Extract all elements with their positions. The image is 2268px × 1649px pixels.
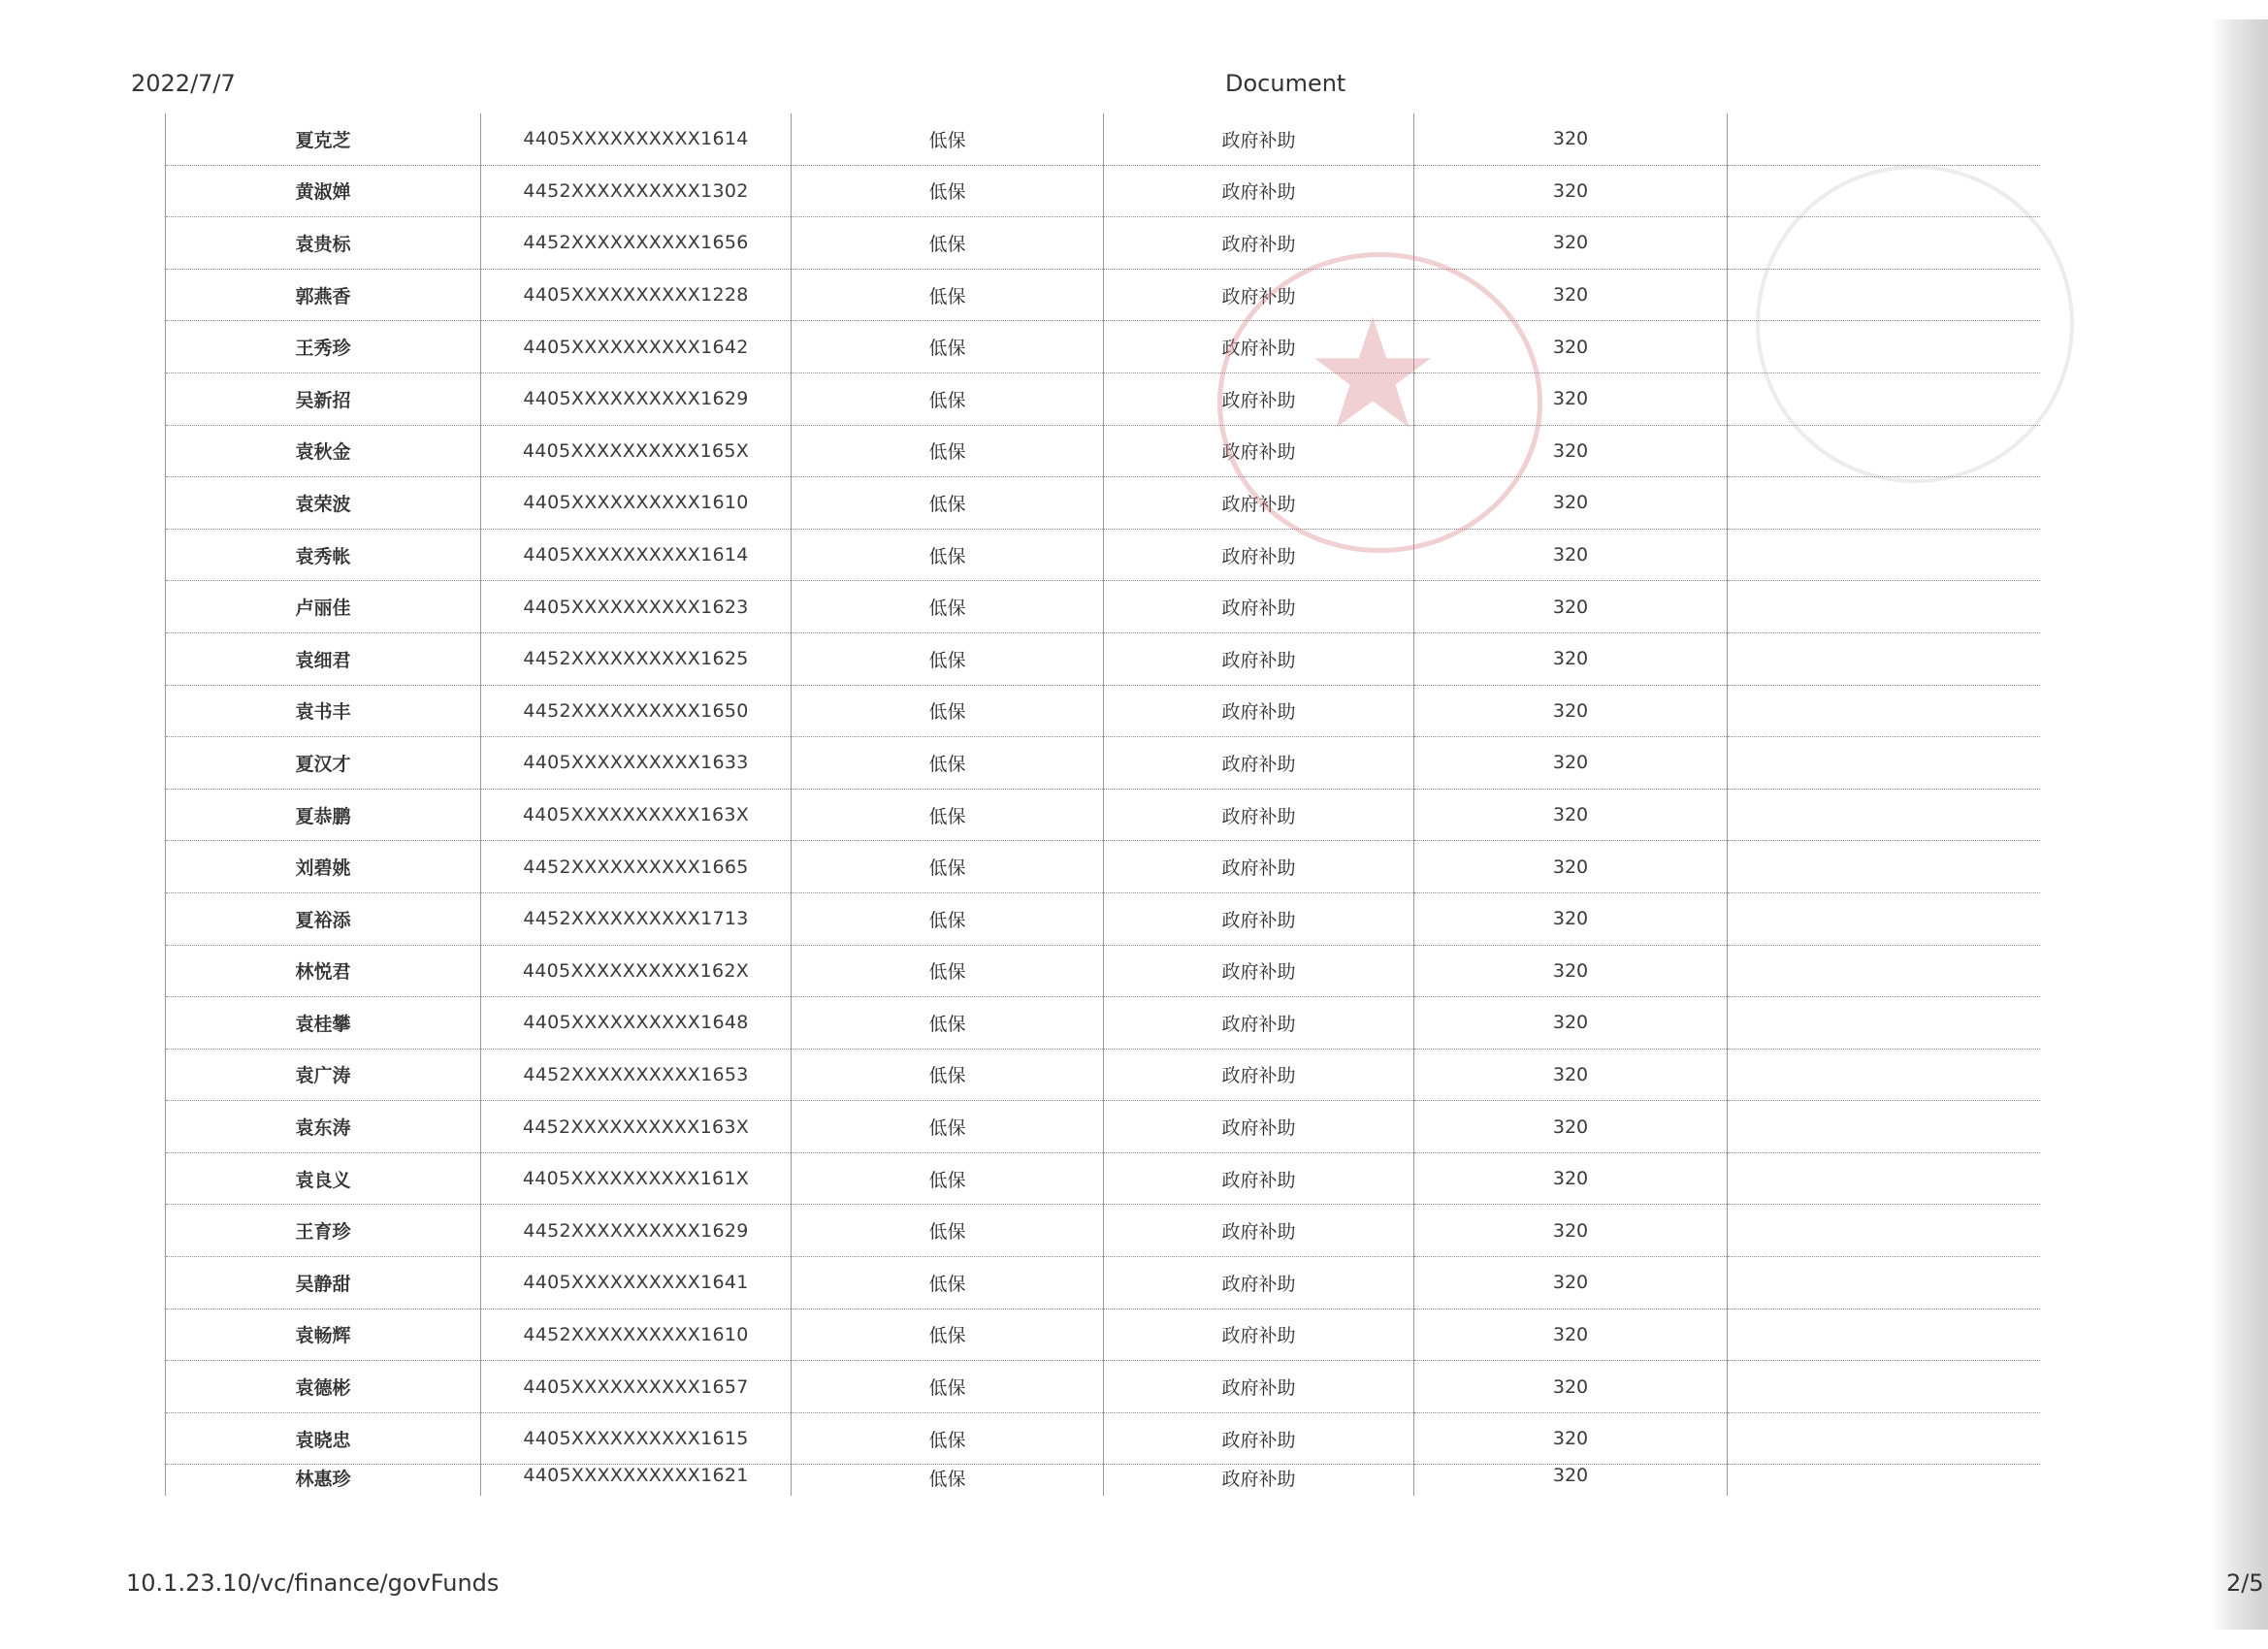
subsidy-category-cell: 政府补助 <box>1104 1361 1414 1413</box>
table-row <box>166 269 2040 321</box>
id-number-cell: 4405XXXXXXXXXX1614 <box>481 529 792 581</box>
table-row <box>166 1205 2040 1257</box>
subsidy-category-cell: 政府补助 <box>1104 1049 1414 1101</box>
assistance-type-cell: 低保 <box>792 372 1104 425</box>
table-row <box>166 789 2040 841</box>
id-number-cell: 4405XXXXXXXXXX1610 <box>481 477 792 530</box>
remarks-cell <box>1728 529 2040 581</box>
id-number-cell: 4405XXXXXXXXXX1621 <box>481 1465 792 1497</box>
remarks-cell <box>1728 841 2040 893</box>
id-number-cell: 4452XXXXXXXXXX1665 <box>481 841 792 893</box>
name-cell: 袁良义 <box>166 1152 481 1205</box>
assistance-type-cell: 低保 <box>792 113 1104 165</box>
table-row <box>166 1257 2040 1310</box>
subsidy-category-cell: 政府补助 <box>1104 165 1414 217</box>
id-number-cell: 4405XXXXXXXXXX1642 <box>481 321 792 373</box>
name-cell: 夏汉才 <box>166 737 481 790</box>
assistance-type-cell: 低保 <box>792 1361 1104 1413</box>
id-number-cell: 4452XXXXXXXXXX1653 <box>481 1049 792 1101</box>
subsidy-category-cell: 政府补助 <box>1104 1101 1414 1153</box>
assistance-type-cell: 低保 <box>792 1309 1104 1361</box>
amount-cell: 320 <box>1414 685 1728 737</box>
id-number-cell: 4452XXXXXXXXXX1713 <box>481 892 792 945</box>
remarks-cell <box>1728 372 2040 425</box>
amount-cell: 320 <box>1414 841 1728 893</box>
table-row <box>166 165 2040 217</box>
name-cell: 袁广涛 <box>166 1049 481 1101</box>
assistance-type-cell: 低保 <box>792 632 1104 685</box>
name-cell: 袁畅辉 <box>166 1309 481 1361</box>
id-number-cell: 4452XXXXXXXXXX1656 <box>481 217 792 270</box>
name-cell: 袁晓忠 <box>166 1412 481 1465</box>
table-row <box>166 217 2040 270</box>
name-cell: 林惠珍 <box>166 1465 481 1497</box>
id-number-cell: 4405XXXXXXXXXX1615 <box>481 1412 792 1465</box>
assistance-type-cell: 低保 <box>792 945 1104 997</box>
subsidy-category-cell: 政府补助 <box>1104 737 1414 790</box>
assistance-type-cell: 低保 <box>792 529 1104 581</box>
remarks-cell <box>1728 1049 2040 1101</box>
remarks-cell <box>1728 113 2040 165</box>
id-number-cell: 4405XXXXXXXXXX1228 <box>481 269 792 321</box>
assistance-type-cell: 低保 <box>792 581 1104 633</box>
table-row <box>166 477 2040 530</box>
assistance-type-cell: 低保 <box>792 737 1104 790</box>
subsidy-category-cell: 政府补助 <box>1104 269 1414 321</box>
remarks-cell <box>1728 477 2040 530</box>
name-cell: 林悦君 <box>166 945 481 997</box>
table-row <box>166 1309 2040 1361</box>
id-number-cell: 4405XXXXXXXXXX161X <box>481 1152 792 1205</box>
amount-cell: 320 <box>1414 789 1728 841</box>
assistance-type-cell: 低保 <box>792 1412 1104 1465</box>
name-cell: 袁荣波 <box>166 477 481 530</box>
subsidy-table-container <box>165 113 2039 1491</box>
table-row <box>166 1412 2040 1465</box>
table-row <box>166 1152 2040 1205</box>
name-cell: 袁秋金 <box>166 425 481 477</box>
subsidy-category-cell: 政府补助 <box>1104 1257 1414 1310</box>
assistance-type-cell: 低保 <box>792 477 1104 530</box>
document-title: Document <box>1225 70 1346 97</box>
table-row <box>166 997 2040 1050</box>
subsidy-category-cell: 政府补助 <box>1104 1309 1414 1361</box>
name-cell: 袁德彬 <box>166 1361 481 1413</box>
remarks-cell <box>1728 1101 2040 1153</box>
amount-cell: 320 <box>1414 321 1728 373</box>
name-cell: 夏恭鹏 <box>166 789 481 841</box>
assistance-type-cell: 低保 <box>792 1257 1104 1310</box>
id-number-cell: 4452XXXXXXXXXX1650 <box>481 685 792 737</box>
amount-cell: 320 <box>1414 1257 1728 1310</box>
remarks-cell <box>1728 1309 2040 1361</box>
remarks-cell <box>1728 1152 2040 1205</box>
table-row <box>166 841 2040 893</box>
table-row <box>166 632 2040 685</box>
remarks-cell <box>1728 945 2040 997</box>
subsidy-category-cell: 政府补助 <box>1104 841 1414 893</box>
remarks-cell <box>1728 892 2040 945</box>
assistance-type-cell: 低保 <box>792 997 1104 1050</box>
id-number-cell: 4452XXXXXXXXXX1625 <box>481 632 792 685</box>
remarks-cell <box>1728 632 2040 685</box>
amount-cell: 320 <box>1414 1152 1728 1205</box>
assistance-type-cell: 低保 <box>792 321 1104 373</box>
assistance-type-cell: 低保 <box>792 1152 1104 1205</box>
name-cell: 黄淑婵 <box>166 165 481 217</box>
assistance-type-cell: 低保 <box>792 1049 1104 1101</box>
remarks-cell <box>1728 685 2040 737</box>
name-cell: 袁东涛 <box>166 1101 481 1153</box>
amount-cell: 320 <box>1414 1412 1728 1465</box>
amount-cell: 320 <box>1414 1361 1728 1413</box>
subsidy-category-cell: 政府补助 <box>1104 945 1414 997</box>
id-number-cell: 4405XXXXXXXXXX1657 <box>481 1361 792 1413</box>
amount-cell: 320 <box>1414 477 1728 530</box>
subsidy-category-cell: 政府补助 <box>1104 789 1414 841</box>
id-number-cell: 4405XXXXXXXXXX1623 <box>481 581 792 633</box>
subsidy-table <box>165 113 2040 1496</box>
table-row <box>166 685 2040 737</box>
remarks-cell <box>1728 1412 2040 1465</box>
subsidy-category-cell: 政府补助 <box>1104 1465 1414 1497</box>
table-row <box>166 425 2040 477</box>
id-number-cell: 4405XXXXXXXXXX163X <box>481 789 792 841</box>
table-row <box>166 1465 2040 1497</box>
id-number-cell: 4405XXXXXXXXXX1641 <box>481 1257 792 1310</box>
table-row <box>166 1101 2040 1153</box>
name-cell: 夏克芝 <box>166 113 481 165</box>
id-number-cell: 4405XXXXXXXXXX162X <box>481 945 792 997</box>
id-number-cell: 4405XXXXXXXXXX1614 <box>481 113 792 165</box>
assistance-type-cell: 低保 <box>792 789 1104 841</box>
remarks-cell <box>1728 1257 2040 1310</box>
subsidy-category-cell: 政府补助 <box>1104 632 1414 685</box>
remarks-cell <box>1728 997 2040 1050</box>
amount-cell: 320 <box>1414 113 1728 165</box>
amount-cell: 320 <box>1414 581 1728 633</box>
table-row <box>166 529 2040 581</box>
assistance-type-cell: 低保 <box>792 685 1104 737</box>
assistance-type-cell: 低保 <box>792 1205 1104 1257</box>
table-row <box>166 372 2040 425</box>
remarks-cell <box>1728 1361 2040 1413</box>
amount-cell: 320 <box>1414 1465 1728 1497</box>
name-cell: 袁贵标 <box>166 217 481 270</box>
amount-cell: 320 <box>1414 632 1728 685</box>
amount-cell: 320 <box>1414 165 1728 217</box>
page-edge-shadow <box>2210 19 2268 1630</box>
remarks-cell <box>1728 269 2040 321</box>
subsidy-category-cell: 政府补助 <box>1104 685 1414 737</box>
assistance-type-cell: 低保 <box>792 841 1104 893</box>
subsidy-category-cell: 政府补助 <box>1104 581 1414 633</box>
remarks-cell <box>1728 1465 2040 1497</box>
name-cell: 袁书丰 <box>166 685 481 737</box>
remarks-cell <box>1728 321 2040 373</box>
subsidy-category-cell: 政府补助 <box>1104 1152 1414 1205</box>
table-row <box>166 321 2040 373</box>
id-number-cell: 4452XXXXXXXXXX1302 <box>481 165 792 217</box>
assistance-type-cell: 低保 <box>792 425 1104 477</box>
name-cell: 王秀珍 <box>166 321 481 373</box>
assistance-type-cell: 低保 <box>792 1465 1104 1497</box>
name-cell: 郭燕香 <box>166 269 481 321</box>
amount-cell: 320 <box>1414 425 1728 477</box>
table-row <box>166 1361 2040 1413</box>
subsidy-category-cell: 政府补助 <box>1104 321 1414 373</box>
remarks-cell <box>1728 217 2040 270</box>
table-row <box>166 113 2040 165</box>
amount-cell: 320 <box>1414 372 1728 425</box>
assistance-type-cell: 低保 <box>792 892 1104 945</box>
assistance-type-cell: 低保 <box>792 165 1104 217</box>
name-cell: 吴新招 <box>166 372 481 425</box>
amount-cell: 320 <box>1414 737 1728 790</box>
id-number-cell: 4452XXXXXXXXXX163X <box>481 1101 792 1153</box>
assistance-type-cell: 低保 <box>792 269 1104 321</box>
table-row <box>166 581 2040 633</box>
subsidy-category-cell: 政府补助 <box>1104 1412 1414 1465</box>
amount-cell: 320 <box>1414 1309 1728 1361</box>
remarks-cell <box>1728 737 2040 790</box>
amount-cell: 320 <box>1414 997 1728 1050</box>
remarks-cell <box>1728 789 2040 841</box>
amount-cell: 320 <box>1414 1205 1728 1257</box>
table-row <box>166 1049 2040 1101</box>
id-number-cell: 4405XXXXXXXXXX1633 <box>481 737 792 790</box>
subsidy-category-cell: 政府补助 <box>1104 425 1414 477</box>
remarks-cell <box>1728 1205 2040 1257</box>
id-number-cell: 4405XXXXXXXXXX1629 <box>481 372 792 425</box>
remarks-cell <box>1728 165 2040 217</box>
amount-cell: 320 <box>1414 1101 1728 1153</box>
amount-cell: 320 <box>1414 945 1728 997</box>
amount-cell: 320 <box>1414 892 1728 945</box>
name-cell: 吴静甜 <box>166 1257 481 1310</box>
subsidy-category-cell: 政府补助 <box>1104 1205 1414 1257</box>
table-row <box>166 737 2040 790</box>
assistance-type-cell: 低保 <box>792 217 1104 270</box>
amount-cell: 320 <box>1414 217 1728 270</box>
name-cell: 袁秀帐 <box>166 529 481 581</box>
id-number-cell: 4405XXXXXXXXXX1648 <box>481 997 792 1050</box>
amount-cell: 320 <box>1414 1049 1728 1101</box>
id-number-cell: 4452XXXXXXXXXX1629 <box>481 1205 792 1257</box>
subsidy-table-body <box>166 113 2040 1496</box>
table-row <box>166 892 2040 945</box>
name-cell: 夏裕添 <box>166 892 481 945</box>
print-date: 2022/7/7 <box>131 70 236 97</box>
subsidy-category-cell: 政府补助 <box>1104 892 1414 945</box>
subsidy-category-cell: 政府补助 <box>1104 372 1414 425</box>
id-number-cell: 4405XXXXXXXXXX165X <box>481 425 792 477</box>
subsidy-category-cell: 政府补助 <box>1104 113 1414 165</box>
amount-cell: 320 <box>1414 529 1728 581</box>
subsidy-category-cell: 政府补助 <box>1104 477 1414 530</box>
subsidy-category-cell: 政府补助 <box>1104 529 1414 581</box>
name-cell: 袁桂攀 <box>166 997 481 1050</box>
page-url: 10.1.23.10/vc/finance/govFunds <box>126 1569 500 1597</box>
page-number: 2/5 <box>2226 1569 2264 1597</box>
remarks-cell <box>1728 581 2040 633</box>
subsidy-category-cell: 政府补助 <box>1104 217 1414 270</box>
remarks-cell <box>1728 425 2040 477</box>
name-cell: 刘碧姚 <box>166 841 481 893</box>
name-cell: 王育珍 <box>166 1205 481 1257</box>
subsidy-category-cell: 政府补助 <box>1104 997 1414 1050</box>
id-number-cell: 4452XXXXXXXXXX1610 <box>481 1309 792 1361</box>
table-row <box>166 945 2040 997</box>
name-cell: 卢丽佳 <box>166 581 481 633</box>
name-cell: 袁细君 <box>166 632 481 685</box>
assistance-type-cell: 低保 <box>792 1101 1104 1153</box>
amount-cell: 320 <box>1414 269 1728 321</box>
